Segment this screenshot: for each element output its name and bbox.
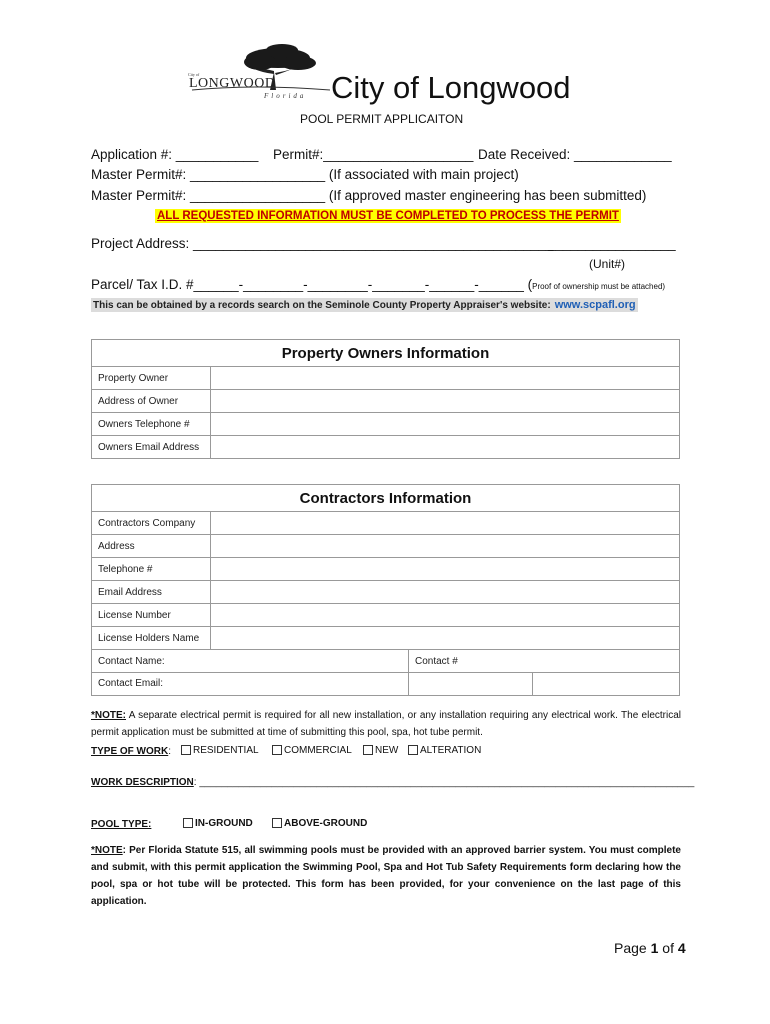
contractor-email-label: Email Address bbox=[92, 581, 211, 604]
contact-email-label: Contact Email: bbox=[98, 678, 164, 689]
barrier-note-text: : Per Florida Statute 515, all swimming pools must be provided with an approved barrier system. You must complete and submit, with this permit application the Swimming Pool, Spa and Hot Tub Safety Requirements form declaring how the pool, spa or hot tube will be protected. This form has been provided, for your convenience on the last page of this application. bbox=[91, 845, 681, 907]
records-search-note bbox=[91, 298, 638, 312]
pool-type-label: POOL TYPE: bbox=[91, 819, 152, 830]
application-number-field[interactable]: Application #: ___________ bbox=[91, 147, 259, 162]
contractor-address-label: Address bbox=[92, 535, 211, 558]
owner-email-input[interactable] bbox=[211, 436, 680, 459]
contractor-company-input[interactable] bbox=[211, 512, 680, 535]
commercial-label: COMMERCIAL bbox=[284, 745, 352, 756]
date-received-field[interactable]: Date Received: _____________ bbox=[478, 147, 672, 162]
electrical-note-text: A separate electrical permit is required for all new installation, or any installation requiring any electrical work. The electrical permit application must be submitted at time of submitting this pool, spa, hot tube permit. bbox=[91, 710, 681, 738]
new-label: NEW bbox=[375, 745, 399, 756]
new-checkbox[interactable] bbox=[363, 745, 373, 755]
above-ground-label: ABOVE-GROUND bbox=[284, 818, 368, 829]
contact-email-field[interactable] bbox=[92, 673, 409, 696]
property-owners-table bbox=[91, 339, 680, 459]
master-permit-field-2[interactable]: Master Permit#: __________________ (If approved master engineering has been submitted) bbox=[91, 188, 647, 203]
license-number-label: License Number bbox=[92, 604, 211, 627]
license-holder-label: License Holders Name bbox=[92, 627, 211, 650]
type-of-work-label: TYPE OF WORK bbox=[91, 746, 169, 757]
records-search-text: This can be obtained by a records search on the Seminole County Property Appraiser's website: bbox=[93, 300, 551, 311]
owner-name-label: Property Owner bbox=[92, 367, 211, 390]
license-holder-input[interactable] bbox=[211, 627, 680, 650]
contractors-heading: Contractors Information bbox=[92, 485, 680, 512]
barrier-note bbox=[91, 842, 681, 910]
contractor-email-input[interactable] bbox=[211, 581, 680, 604]
master-permit-field-1[interactable]: Master Permit#: __________________ (If associated with main project) bbox=[91, 167, 519, 182]
type-of-work-row bbox=[91, 746, 171, 757]
contractor-address-input[interactable] bbox=[211, 535, 680, 558]
in-ground-label: IN-GROUND bbox=[195, 818, 253, 829]
contractor-phone-input[interactable] bbox=[211, 558, 680, 581]
parcel-id-field[interactable] bbox=[91, 277, 665, 292]
scpafl-link[interactable]: www.scpafl.org bbox=[554, 299, 636, 311]
barrier-note-label: *NOTE bbox=[91, 845, 123, 856]
page-current: 1 bbox=[650, 940, 659, 956]
alteration-option[interactable] bbox=[408, 745, 481, 756]
logo-name: LONGWOOD bbox=[189, 76, 276, 91]
parcel-proof-note: Proof of ownership must be attached) bbox=[532, 282, 666, 291]
commercial-option[interactable] bbox=[272, 745, 352, 756]
owner-name-input[interactable] bbox=[211, 367, 680, 390]
electrical-note bbox=[91, 707, 681, 741]
owners-heading: Property Owners Information bbox=[92, 340, 680, 367]
above-ground-option[interactable] bbox=[272, 818, 367, 829]
residential-label: RESIDENTIAL bbox=[193, 745, 259, 756]
contact-name-field[interactable]: Contact Name: bbox=[92, 650, 409, 673]
work-description-line: : _________________________________________________________________________________________ bbox=[193, 777, 695, 788]
residential-option[interactable] bbox=[181, 745, 259, 756]
contractor-company-label: Contractors Company bbox=[92, 512, 211, 535]
city-logo bbox=[186, 44, 334, 104]
page-total: 4 bbox=[677, 940, 686, 956]
page-word: Page bbox=[614, 940, 651, 956]
contractor-phone-label: Telephone # bbox=[92, 558, 211, 581]
above-ground-checkbox[interactable] bbox=[272, 818, 282, 828]
electrical-note-label: *NOTE: bbox=[91, 710, 126, 721]
owner-phone-input[interactable] bbox=[211, 413, 680, 436]
tree-icon bbox=[186, 44, 334, 104]
owner-email-label: Owners Email Address bbox=[92, 436, 211, 459]
alteration-checkbox[interactable] bbox=[408, 745, 418, 755]
alteration-label: ALTERATION bbox=[420, 745, 482, 756]
in-ground-option[interactable] bbox=[183, 818, 253, 829]
logo-small-text: City of bbox=[188, 72, 200, 77]
new-option[interactable] bbox=[363, 745, 398, 756]
parcel-id-label: Parcel/ Tax I.D. #______-________-________-_______-______-______ ( bbox=[91, 277, 533, 292]
type-of-work-colon: : bbox=[168, 746, 172, 757]
permit-number-field[interactable]: Permit#:____________________ bbox=[273, 147, 474, 162]
unit-field[interactable]: _________________ bbox=[548, 236, 676, 251]
contact-email-extra-cell[interactable] bbox=[409, 673, 680, 696]
residential-checkbox[interactable] bbox=[181, 745, 191, 755]
page-subtitle: POOL PERMIT APPLICAITON bbox=[300, 112, 464, 126]
work-description-field[interactable] bbox=[91, 777, 694, 788]
page-title: City of Longwood bbox=[331, 70, 571, 105]
project-address-field[interactable]: Project Address: ________________________________________________ bbox=[91, 236, 554, 251]
license-number-input[interactable] bbox=[211, 604, 680, 627]
required-banner: ALL REQUESTED INFORMATION MUST BE COMPLETED TO PROCESS THE PERMIT bbox=[157, 210, 619, 222]
contact-number-field[interactable]: Contact # bbox=[409, 650, 680, 673]
page-number bbox=[614, 940, 686, 956]
owner-address-input[interactable] bbox=[211, 390, 680, 413]
in-ground-checkbox[interactable] bbox=[183, 818, 193, 828]
contractors-table bbox=[91, 484, 680, 696]
work-description-label: WORK DESCRIPTION bbox=[91, 777, 194, 788]
unit-label: (Unit#) bbox=[589, 257, 626, 271]
owner-address-label: Address of Owner bbox=[92, 390, 211, 413]
owner-phone-label: Owners Telephone # bbox=[92, 413, 211, 436]
logo-state: Florida bbox=[264, 92, 307, 100]
page-of: of bbox=[658, 940, 678, 956]
commercial-checkbox[interactable] bbox=[272, 745, 282, 755]
